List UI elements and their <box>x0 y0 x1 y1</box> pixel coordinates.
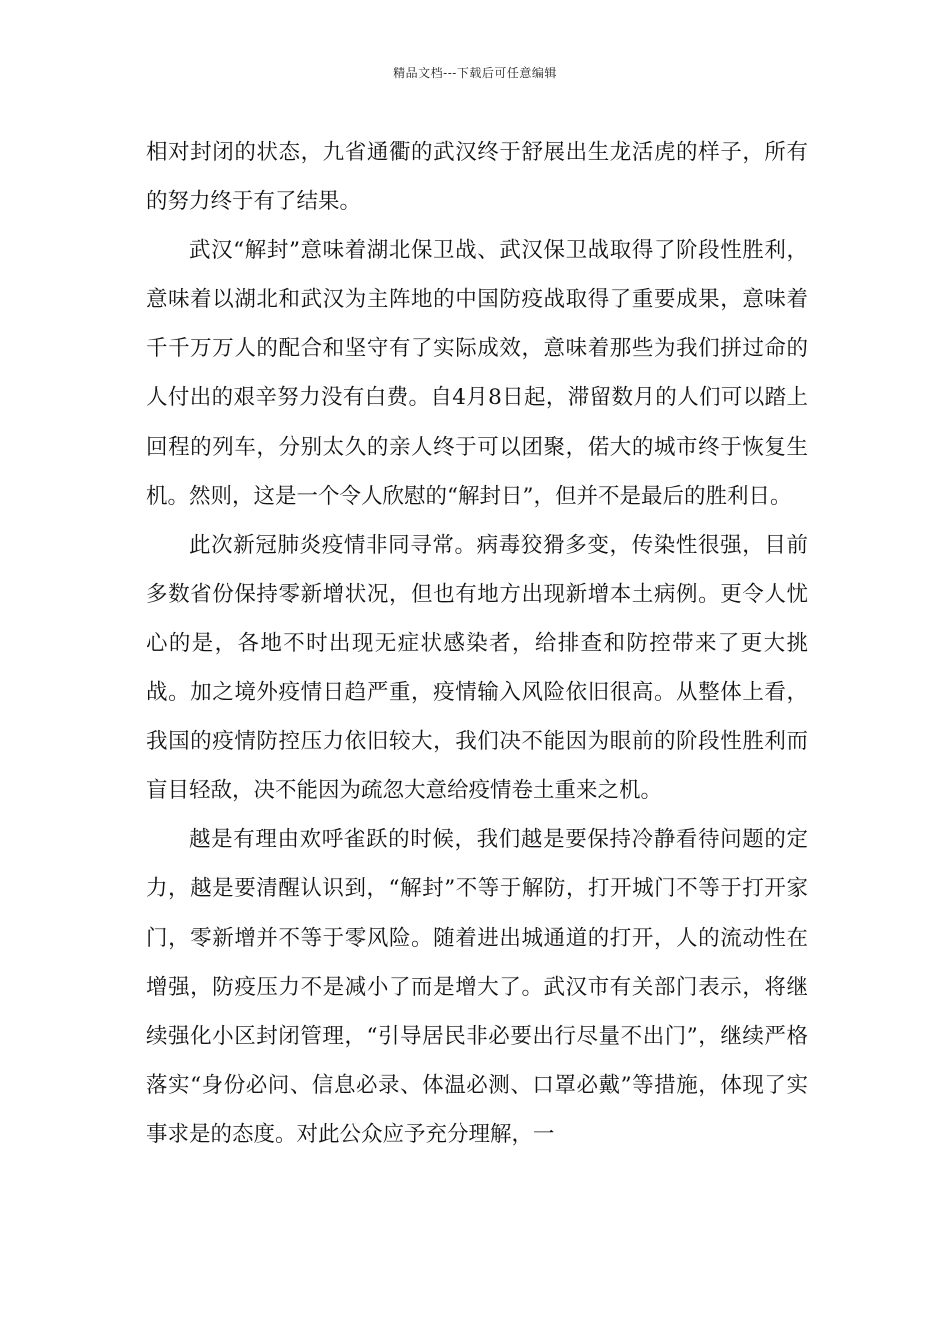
paragraph-3: 此次新冠肺炎疫情非同寻常。病毒狡猾多变，传染性很强，目前多数省份保持零新增状况，但也有地方出现新增本土病例。更令人忧心的是，各地不时出现无症状感染者，给排查和防控带来了更大挑战。加之境外疫情日趋严重，疫情输入风险依旧很高。从整体上看，我国的疫情防控压力依旧较大，我们决不能因为眼前的阶段性胜利而盲目轻敌，决不能因为疏忽大意给疫情卷土重来之机。 <box>146 532 808 804</box>
document-body <box>146 128 808 1159</box>
page-header: 精品文档---下载后可任意编辑 <box>393 66 557 80</box>
paragraph-1: 相对封闭的状态，九省通衢的武汉终于舒展出生龙活虎的样子，所有的努力终于有了结果。 <box>146 140 808 215</box>
paragraph-4: 越是有理由欢呼雀跃的时候，我们越是要保持冷静看待问题的定力，越是要清醒认识到，“解封”不等于解防，打开城门不等于打开家门，零新增并不等于零风险。随着进出城通道的打开，人的流动性在增强，防疫压力不是减小了而是增大了。武汉市有关部门表示，将继续强化小区封闭管理，“引导居民非必要出行尽量不出门”，继续严格落实“身份必问、信息必录、体温必测、口罩必戴”等措施，体现了实事求是的态度。对此公众应予充分理解，一 <box>146 827 808 1147</box>
paragraph-2: 武汉“解封”意味着湖北保卫战、武汉保卫战取得了阶段性胜利，意味着以湖北和武汉为主阵地的中国防疫战取得了重要成果，意味着千千万万人的配合和坚守有了实际成效，意味着那些为我们拼过命的人付出的艰辛努力没有白费。自4月8日起，滞留数月的人们可以踏上回程的列车，分别太久的亲人终于可以团聚，偌大的城市终于恢复生机。然则，这是一个令人欣慰的“解封日”，但并不是最后的胜利日。 <box>146 238 808 509</box>
